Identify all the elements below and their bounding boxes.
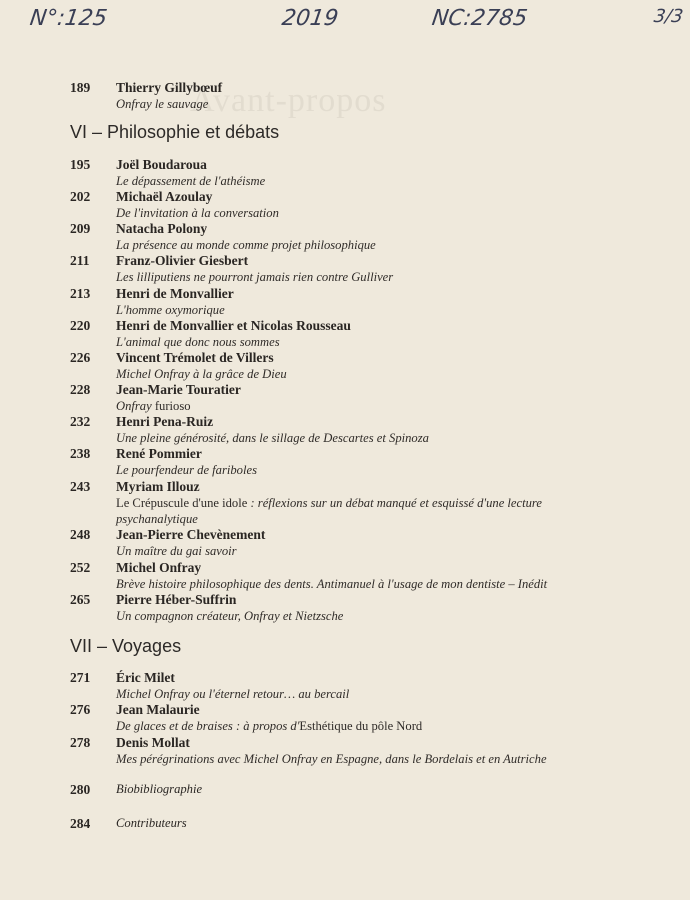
essay-title: Une pleine générosité, dans le sillage de Descartes et Spinoza: [116, 431, 429, 445]
essay-title-italic: : réflexions sur un débat manqué et esquissé d'une lecture: [247, 496, 542, 510]
author: Myriam Illouz: [116, 479, 200, 494]
essay-title: Le pourfendeur de fariboles: [116, 463, 257, 477]
essay-title: L'homme oxymorique: [116, 303, 225, 317]
page-number: 248: [70, 527, 91, 542]
back-matter-label: Contributeurs: [116, 816, 187, 830]
handwritten-nc: NC:2785: [430, 6, 529, 31]
essay-title: Michel Onfray ou l'éternel retour… au bercail: [116, 687, 350, 701]
page-number: 202: [70, 189, 91, 204]
essay-title-upright: Le Crépuscule d'une idole: [116, 496, 248, 510]
page-number: 252: [70, 560, 91, 575]
essay-title-italic: Onfray: [116, 399, 152, 413]
author: Michaël Azoulay: [116, 189, 213, 204]
page-number: 276: [70, 702, 91, 717]
page-number: 284: [70, 816, 91, 831]
essay-title: Mes pérégrinations avec Michel Onfray en Espagne, dans le Bordelais et en Autriche: [116, 752, 547, 766]
essay-title-upright: Esthétique du pôle Nord: [299, 719, 423, 733]
author: Denis Mollat: [116, 735, 190, 750]
author: Joël Boudaroua: [116, 157, 207, 172]
author: Vincent Trémolet de Villers: [116, 350, 274, 365]
section-heading: VI – Philosophie et débats: [70, 122, 280, 142]
essay-title: Brève histoire philosophique des dents. Antimanuel à l'usage de mon dentiste – Inédit: [116, 577, 548, 591]
page-number: 213: [70, 286, 91, 301]
essay-title: Michel Onfray à la grâce de Dieu: [116, 367, 287, 381]
page-number: 226: [70, 350, 91, 365]
author: Henri Pena-Ruiz: [116, 414, 214, 429]
page-number: 195: [70, 157, 91, 172]
author: Jean-Pierre Chevènement: [116, 527, 266, 542]
page-number: 220: [70, 318, 91, 333]
essay-title: [116, 719, 422, 734]
author: Éric Milet: [116, 670, 175, 685]
essay-title: Un maître du gai savoir: [116, 544, 237, 558]
essay-title: Le dépassement de l'athéisme: [116, 174, 266, 188]
section-heading: VII – Voyages: [70, 636, 182, 656]
author: Jean Malaurie: [116, 702, 200, 717]
essay-title: L'animal que donc nous sommes: [116, 335, 280, 349]
page-number: 271: [70, 670, 91, 685]
handwritten-fraction: 3/3: [652, 6, 685, 27]
essay-title-upright: furioso: [151, 399, 191, 413]
essay-title: De l'invitation à la conversation: [116, 206, 279, 220]
author: Henri de Monvallier et Nicolas Rousseau: [116, 318, 351, 333]
page-number: 278: [70, 735, 91, 750]
page-number: 265: [70, 592, 91, 607]
author: Natacha Polony: [116, 221, 208, 236]
page-number: 189: [70, 80, 91, 95]
essay-title: Onfray le sauvage: [116, 97, 209, 111]
page-number: 280: [70, 782, 91, 797]
page-number: 232: [70, 414, 91, 429]
back-matter-label: Biobibliographie: [116, 782, 203, 796]
page-number: 243: [70, 479, 91, 494]
page-number: 228: [70, 382, 91, 397]
essay-title: [116, 496, 542, 511]
essay-title: Les lilliputiens ne pourront jamais rien contre Gulliver: [116, 270, 394, 284]
author: Franz-Olivier Giesbert: [116, 253, 249, 268]
author: Michel Onfray: [116, 560, 202, 575]
author: Jean-Marie Touratier: [116, 382, 241, 397]
author: Pierre Héber-Suffrin: [116, 592, 237, 607]
page-number: 211: [70, 253, 90, 268]
author: Henri de Monvallier: [116, 286, 234, 301]
essay-title-line2: psychanalytique: [116, 512, 198, 526]
essay-title: [116, 399, 191, 414]
author: Thierry Gillybœuf: [116, 80, 223, 95]
handwritten-year: 2019: [280, 6, 340, 31]
essay-title-italic: De glaces et de braises : à propos d': [116, 719, 300, 733]
handwritten-number: N°:125: [28, 6, 109, 31]
essay-title: La présence au monde comme projet philosophique: [116, 238, 376, 252]
page-number: 238: [70, 446, 91, 461]
bleed-through-text: Avant-propos: [190, 82, 387, 119]
page-number: 209: [70, 221, 91, 236]
essay-title: Un compagnon créateur, Onfray et Nietzsche: [116, 609, 344, 623]
author: René Pommier: [116, 446, 202, 461]
